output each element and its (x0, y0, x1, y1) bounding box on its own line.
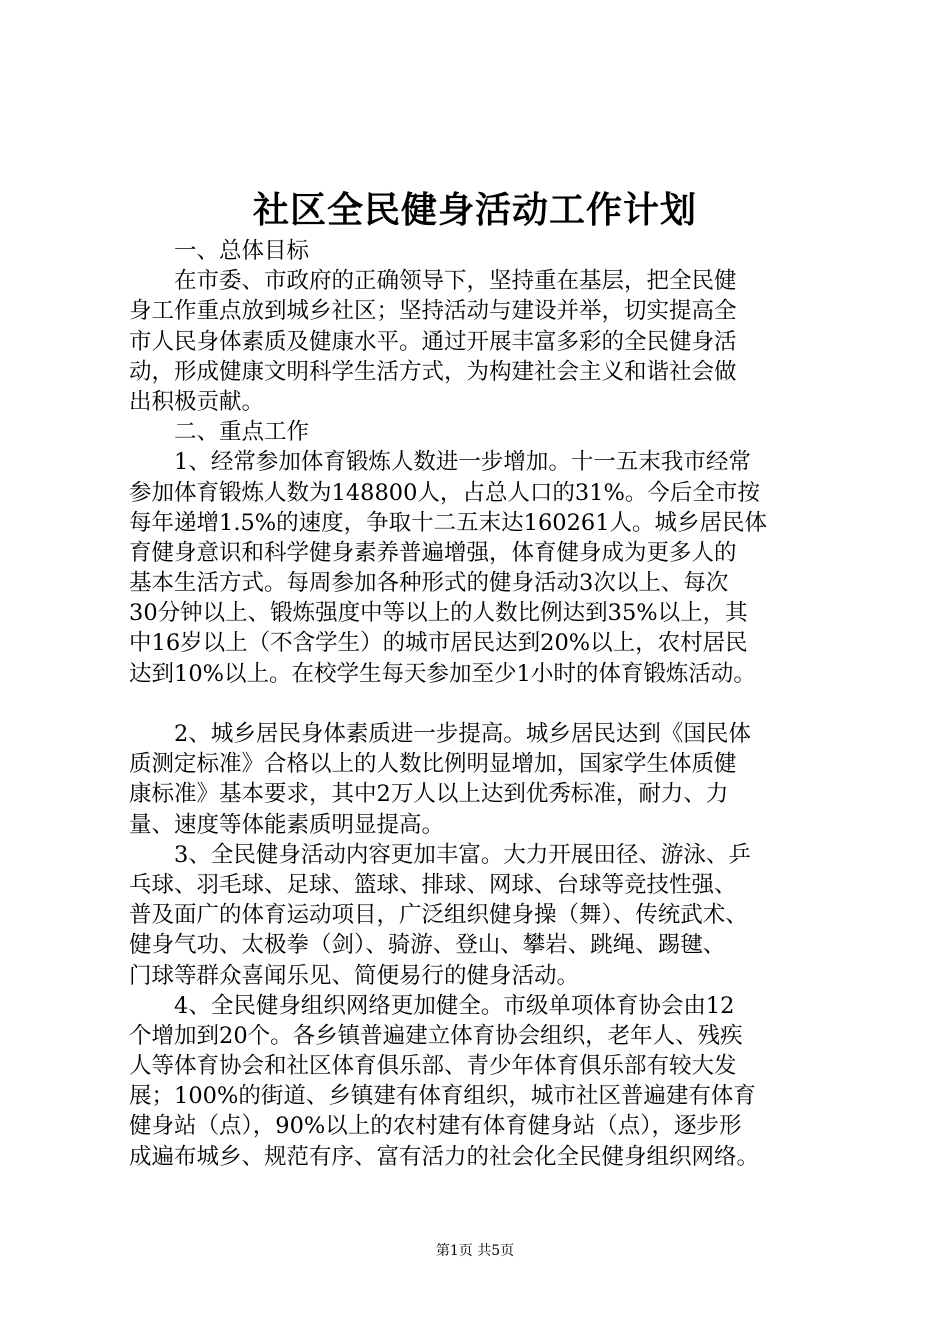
body-line: 2、城乡居民身体素质进一步提高。城乡居民达到《国民体 (129, 721, 751, 747)
body-line: 出积极贡献。 (129, 388, 265, 415)
document-title: 社区全民健身活动工作计划 (252, 189, 697, 231)
body-line: 3、全民健身活动内容更加丰富。大力开展田径、游泳、乒 (129, 841, 751, 868)
body-line (129, 689, 839, 719)
body-line: 育健身意识和科学健身素养普遍增强，体育健身成为更多人的 (129, 539, 737, 566)
body-line: 量、速度等体能素质明显提高。 (129, 811, 445, 838)
body-line: 4、全民健身组织网络更加健全。市级单项体育协会由12 (129, 992, 735, 1019)
body-line: 普及面广的体育运动项目，广泛组织健身操（舞）、传统武术、 (129, 902, 748, 929)
body-line: 质测定标准》合格以上的人数比例明显增加，国家学生体质健 (129, 751, 737, 778)
body-line: 动，形成健康文明科学生活方式，为构建社会主义和谐社会做 (129, 358, 737, 385)
body-line: 身工作重点放到城乡社区；坚持活动与建设并举，切实提高全 (129, 298, 737, 325)
body-line: 展；100%的街道、乡镇建有体育组织，城市社区普遍建有体育 (129, 1083, 756, 1110)
body-line: 在市委、市政府的正确领导下，坚持重在基层，把全民健 (129, 268, 737, 295)
body-line: 二、重点工作 (129, 419, 310, 446)
body-line: 乓球、羽毛球、足球、篮球、排球、网球、台球等竞技性强、 (129, 871, 737, 898)
body-line: 达到10%以上。在校学生每天参加至少1小时的体育锻炼活动。 (129, 660, 756, 687)
document-body (129, 236, 839, 1172)
body-line: 健身气功、太极拳（剑）、骑游、登山、攀岩、跳绳、踢毽、 (129, 932, 726, 959)
body-line: 人等体育协会和社区体育俱乐部、青少年体育俱乐部有较大发 (129, 1053, 737, 1080)
body-line: 成遍布城乡、规范有序、富有活力的社会化全民健身组织网络。 (129, 1143, 760, 1170)
body-line: 30分钟以上、锻炼强度中等以上的人数比例达到35%以上，其 (129, 600, 748, 627)
body-line: 参加体育锻炼人数为148800人，占总人口的31%。今后全市按 (129, 479, 760, 506)
body-line: 每年递增1.5%的速度，争取十二五末达160261人。城乡居民体 (129, 509, 768, 536)
body-line: 基本生活方式。每周参加各种形式的健身活动3次以上、每次 (129, 570, 729, 597)
body-line: 市人民身体素质及健康水平。通过开展丰富多彩的全民健身活 (129, 328, 737, 355)
body-line: 健身站（点），90%以上的农村建有体育健身站（点），逐步形 (129, 1113, 742, 1140)
body-line: 康标准》基本要求，其中2万人以上达到优秀标准，耐力、力 (129, 781, 729, 808)
body-line: 1、经常参加体育锻炼人数进一步增加。十一五末我市经常 (129, 449, 751, 476)
body-line: 中16岁以上（不含学生）的城市居民达到20%以上，农村居民 (129, 630, 748, 657)
body-line: 一、总体目标 (129, 238, 310, 264)
body-line: 门球等群众喜闻乐见、简便易行的健身活动。 (129, 962, 580, 989)
page-number: 第1页 共5页 (435, 1243, 515, 1259)
body-line: 个增加到20个。各乡镇普遍建立体育协会组织，老年人、残疾 (129, 1022, 743, 1049)
